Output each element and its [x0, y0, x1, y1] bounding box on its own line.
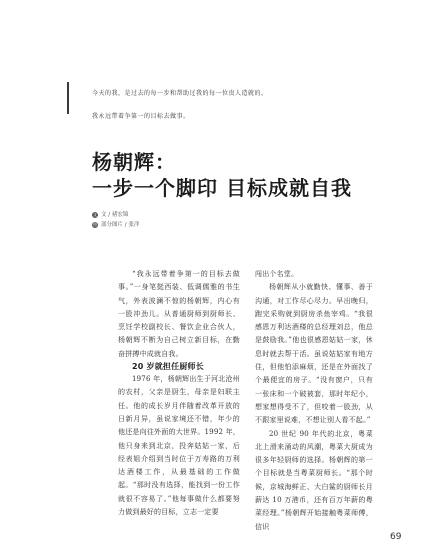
author-credit [92, 211, 128, 219]
paragraph: 闯出个名堂。 [255, 270, 299, 278]
article-title-line1: 杨朝辉： [92, 150, 176, 174]
paragraph: 20 世纪 90 年代的北京，粤菜北上滑来涌动的风潮，粤菜大厨成为很多年轻厨师的选择。杨朝辉的第一个目标就是当粤菜厨师长。“那个时候，京城海鲜正、大白鲨的厨师长月薪达 10 万港币，还有百万年薪的粤菜经理。”杨朝辉开始接触粤菜师傅，信识 [255, 429, 373, 531]
paragraph: 杨朝辉从小就勤快、懂事、善于沟通，对工作尽心尽力。早出晚归，跑完采购就到厨房杀鱼宰鸡。“我很感恩万利达酒楼的总经理刘总，他总是鼓励我。”他也很感恩姑姑一家，休息时就去帮干活。虽说姑姑家有地方住，但他怕添麻烦，还是在外面找了个最便宜的房子。“没有窗户，只有一张床和一个破被套，那时年纪小，想家想得受不了，但咬着一股劲，从不跟家里说难，不想让别人看不起。” [255, 283, 373, 425]
paragraph: 1976 年，杨朝辉出生于河北沧州的农村，父亲是厨生，母亲是妇联主任。他的成长岁月伴随着改革开放的日新月异，虽说家境还不错，年少的他还是向往外面的大世界。1992 年，他只身来到北京，投奔姑姑一家，后经表姐介绍到当时位于万寿路的万利达酒楼工作，从最基础的工作做起。“那时没有选择，能找到一份工作就很不容易了。”他每事做什么都要努力做到最好的目标，立志一定要 [118, 375, 240, 517]
quote-bar [67, 82, 69, 114]
section-heading: 20 岁就担任厨师长 [132, 362, 204, 372]
page-number: 69 [390, 532, 402, 542]
photo-text: 部分图片 / 张洋 [101, 222, 140, 228]
photo-marker-icon: 图 [93, 221, 97, 227]
right-column [255, 268, 373, 534]
intro-quote [80, 88, 280, 133]
left-column [118, 268, 240, 519]
paragraph: “我永远带着争第一的目标去做事。”一身笔挺西装、低调儒雅的书生气，外表波澜不惊的杨朝辉，内心有一股冲劲儿。从普通厨师到厨师长、烹饪学校副校长、餐饮企业合伙人，杨朝辉不断为自己树立新目标，在勤奋拼搏中成就自我。 [118, 270, 240, 358]
author-marker-icon: 文 [93, 211, 97, 217]
intro-line: 今天的我，是过去的每一步和帮助过我的每一位贵人造就的。 [92, 90, 268, 97]
intro-motto: 我永远带着争第一的目标去做事。 [92, 113, 190, 120]
author-text: 文 / 褚宏锦 [101, 212, 129, 218]
article-title-line2: 一步一个脚印 目标成就自我 [92, 176, 352, 200]
photo-credit [92, 221, 139, 229]
